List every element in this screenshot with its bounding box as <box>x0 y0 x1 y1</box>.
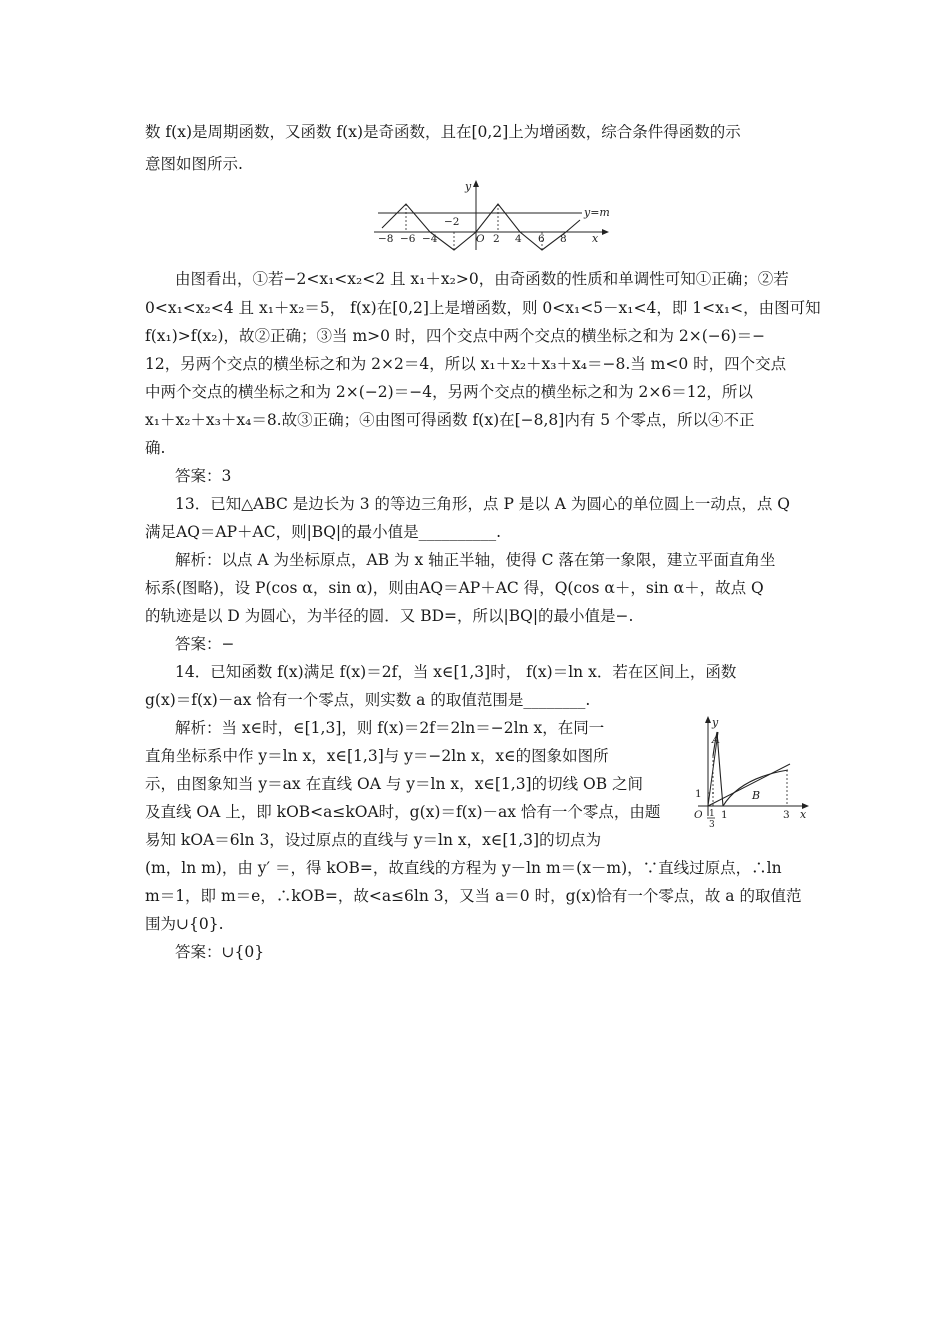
solution-14: 及直线 OA 上，即 kOB<a≤kOA时，g(x)＝f(x)－ax 恰有一个零点，由题 <box>145 803 661 821</box>
tick-label: 6 <box>538 233 545 245</box>
solution-14: 直角坐标系中作 y＝ln x，x∈[1,3]与 y＝−2ln x，x∈的图象如图所 <box>145 747 609 765</box>
y-axis-label: y <box>465 180 472 193</box>
answer-13: 答案：− <box>175 635 235 653</box>
text-line: 由图看出，①若−2<x₁<x₂<2 且 x₁＋x₂>0，由奇函数的性质和单调性可知①正确；②若 <box>175 270 789 288</box>
question-14: g(x)＝f(x)－ax 恰有一个零点，则实数 a 的取值范围是________. <box>145 691 591 709</box>
y-axis-label: y <box>712 716 719 729</box>
line-m-label: y=m <box>584 206 610 219</box>
frac-numerator: 1 <box>709 809 715 819</box>
x-tick-1: 1 <box>721 809 728 821</box>
text-line: 确. <box>145 439 166 457</box>
question-13: 13．已知△ABC 是边长为 3 的等边三角形，点 P 是以 A 为圆心的单位圆上一动点，点 Q <box>175 495 790 513</box>
text-line: f(x₁)>f(x₂)，故②正确；③当 m>0 时，四个交点中两个交点的横坐标之和为 2×(−6)＝− <box>145 327 766 345</box>
x-axis-label: x <box>592 232 599 245</box>
question-14: 14．已知函数 f(x)满足 f(x)＝2f，当 x∈[1,3]时， f(x)＝ln x．若在区间上，函数 <box>175 663 737 681</box>
y-axis-arrow <box>473 180 479 187</box>
text-line: 数 f(x)是周期函数，又函数 f(x)是奇函数，且在[0,2]上为增函数，综合条件得函数的示 <box>145 123 741 141</box>
solution-14: 解析：当 x∈时，∈[1,3]，则 f(x)＝2f＝2ln＝−2ln x，在同一 <box>175 719 605 737</box>
y-tick-1: 1 <box>695 788 702 800</box>
text-line: 意图如图所示. <box>145 155 243 173</box>
tick-label: 8 <box>560 233 567 245</box>
point-b-label: B <box>752 789 761 802</box>
text-line: 中两个交点的横坐标之和为 2×(−2)＝−4，另两个交点的横坐标之和为 2×6＝12，所以 <box>145 383 753 401</box>
text-line: 12，另两个交点的横坐标之和为 2×2＝4，所以 x₁＋x₂＋x₃＋x₄＝−8.当 m<0 时，四个交点 <box>145 355 787 373</box>
solution-13: 的轨迹是以 D 为圆心，为半径的圆．又 BD=，所以|BQ|的最小值是−. <box>145 607 634 625</box>
tick-label: −8 <box>378 233 394 245</box>
neg-two-label: −2 <box>444 216 460 228</box>
text-line: 0<x₁<x₂<4 且 x₁＋x₂＝5， f(x)在[0,2]上是增函数，则 0<x₁<5－x₁<4，即 1<x₁<，由图可知 <box>145 299 821 317</box>
origin-label: O <box>694 809 703 821</box>
answer-14: 答案：∪{0} <box>175 943 265 961</box>
solution-14: (m，ln m)，由 y′ ＝，得 kOB=，故直线的方程为 y－ln m＝(x－m)，∵直线过原点，∴ln <box>145 859 782 877</box>
solution-13: 标系(图略)，设 P(cos α，sin α)，则由AQ＝AP＋AC 得，Q(cos α＋，sin α＋，故点 Q <box>145 579 764 597</box>
answer-12: 答案：3 <box>175 467 232 485</box>
tick-label: −6 <box>400 233 416 245</box>
solution-14: 易知 kOA＝6ln 3，设过原点的直线与 y＝ln x，x∈[1,3]的切点为 <box>145 831 602 849</box>
tick-label: 2 <box>493 233 500 245</box>
tick-label: 4 <box>515 233 522 245</box>
x-axis-arrow <box>602 229 609 235</box>
text-line: x₁＋x₂＋x₃＋x₄＝8.故③正确；④由图可得函数 f(x)在[−8,8]内有 5 个零点，所以④不正 <box>145 411 755 429</box>
origin-label: O <box>476 233 485 245</box>
solution-14: 围为∪{0}. <box>145 915 224 933</box>
ln-function-figure <box>690 712 815 834</box>
frac-denominator: 3 <box>709 820 715 830</box>
x-axis-label: x <box>800 808 807 821</box>
point-a-label: A <box>712 733 720 746</box>
question-13: 满足AQ＝AP＋AC，则|BQ|的最小值是__________. <box>145 523 502 541</box>
x-tick-3: 3 <box>783 809 790 821</box>
y-axis-arrow <box>705 716 711 723</box>
solution-14: 示，由图象知当 y＝ax 在直线 OA 与 y＝ln x，x∈[1,3]的切线 OB 之间 <box>145 775 644 793</box>
periodic-function-figure <box>370 178 615 253</box>
tick-label: −4 <box>422 233 438 245</box>
solution-14: m＝1，即 m＝e，∴kOB=，故<a≤6ln 3，又当 a＝0 时，g(x)恰有一个零点，故 a 的取值范 <box>145 887 802 905</box>
solution-13: 解析：以点 A 为坐标原点，AB 为 x 轴正半轴，使得 C 落在第一象限，建立平面直角坐 <box>175 551 776 569</box>
